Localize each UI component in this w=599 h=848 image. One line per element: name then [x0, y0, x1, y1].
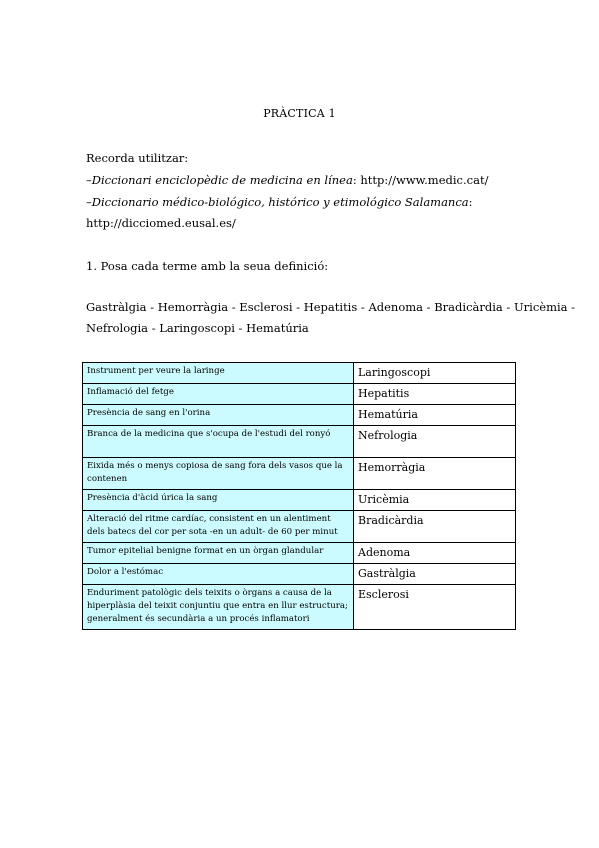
reference-2-url[interactable]: http://dicciomed.eusal.es/: [86, 216, 236, 230]
table-row: [83, 458, 516, 490]
table-row: [83, 543, 516, 564]
term-cell[interactable]: Gastràlgia: [354, 564, 516, 585]
definition-cell: Presència d'àcid úrica la sang: [83, 490, 354, 511]
definition-cell: Presència de sang en l'orina: [83, 405, 354, 426]
exercise-instruction: 1. Posa cada terme amb la seua definició:: [86, 259, 329, 273]
term-cell[interactable]: Hematúria: [354, 405, 516, 426]
reference-1: [86, 173, 488, 187]
term-cell[interactable]: Hemorràgia: [354, 458, 516, 490]
terms-list-line-1: Gastràlgia - Hemorràgia - Esclerosi - Hepatitis - Adenoma - Bradicàrdia - Uricèmia -: [86, 300, 576, 314]
reference-2-separator: :: [468, 195, 473, 209]
reference-1-separator: :: [352, 173, 361, 187]
table-row: [83, 363, 516, 384]
term-cell[interactable]: Nefrologia: [354, 426, 516, 458]
term-cell[interactable]: Adenoma: [354, 543, 516, 564]
term-cell[interactable]: Uricèmia: [354, 490, 516, 511]
table-row: [83, 405, 516, 426]
reference-1-name: –Diccionari enciclopèdic de medicina en línea: [86, 173, 353, 187]
table-row: [83, 564, 516, 585]
definition-cell: Eixida més o menys copiosa de sang fora dels vasos que la contenen: [83, 458, 354, 490]
term-cell[interactable]: Hepatitis: [354, 384, 516, 405]
terms-list-line-2: Nefrologia - Laringoscopi - Hematúria: [86, 321, 309, 335]
page-title: PRÀCTICA 1: [263, 107, 336, 120]
term-cell[interactable]: Esclerosi: [354, 585, 516, 630]
term-cell[interactable]: Bradicàrdia: [354, 511, 516, 543]
definition-cell: Branca de la medicina que s'ocupa de l'estudi del ronyó: [83, 426, 354, 458]
table-row: [83, 384, 516, 405]
table-row: [83, 585, 516, 630]
definition-cell: Enduriment patològic dels teixits o òrgans a causa de la hiperplàsia del teixit conjuntiu que entra en llur estructura; generalment és secundària a un procés inflamatori: [83, 585, 354, 630]
definition-cell: Instrument per veure la laringe: [83, 363, 354, 384]
table-row: [83, 490, 516, 511]
definitions-table: [82, 362, 516, 630]
definition-cell: Tumor epitelial benigne format en un òrgan glandular: [83, 543, 354, 564]
reference-2: [86, 195, 473, 209]
reference-2-name: –Diccionario médico-biológico, histórico y etimológico Salamanca: [86, 195, 469, 209]
term-cell[interactable]: Laringoscopi: [354, 363, 516, 384]
reference-1-url[interactable]: http://www.medic.cat/: [360, 173, 489, 187]
table-row: [83, 511, 516, 543]
definition-cell: Alteració del ritme cardíac, consistent en un alentiment dels batecs del cor per sota -en un adult- de 60 per minut: [83, 511, 354, 543]
reminder-label: Recorda utilitzar:: [86, 151, 189, 165]
definition-cell: Dolor a l'estómac: [83, 564, 354, 585]
definition-cell: Inflamació del fetge: [83, 384, 354, 405]
table-row: [83, 426, 516, 458]
